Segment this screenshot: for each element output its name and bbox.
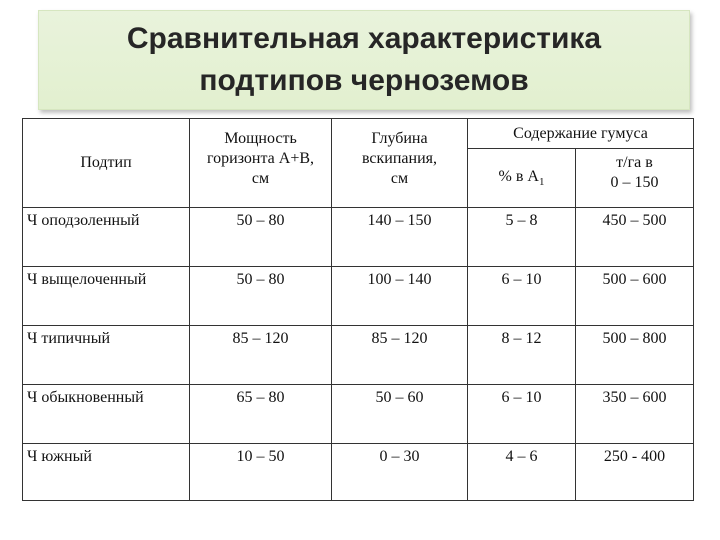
depth-value: 85 – 120 — [332, 326, 468, 385]
title-line-1: Сравнительная характеристика — [126, 22, 602, 55]
table-row — [23, 326, 694, 385]
humus-tha-value: 250 - 400 — [576, 444, 694, 501]
header-depth — [332, 119, 468, 208]
header-humus-tha — [576, 149, 694, 208]
humus-percent-value: 6 – 10 — [468, 267, 576, 326]
table-row — [23, 444, 694, 501]
header-humus-tha-line-1: т/га в — [616, 154, 653, 171]
subtype-name: Ч оподзоленный — [23, 208, 190, 267]
header-humus-percent — [468, 149, 576, 208]
table-row — [23, 208, 694, 267]
header-subtype: Подтип — [23, 119, 190, 208]
humus-percent-value: 5 – 8 — [468, 208, 576, 267]
subtype-name: Ч выщелоченный — [23, 267, 190, 326]
header-humus-tha-line-2: 0 – 150 — [610, 174, 659, 191]
thickness-value: 85 – 120 — [190, 326, 332, 385]
title-line-2: подтипов черноземов — [199, 64, 529, 97]
humus-tha-value: 500 – 800 — [576, 326, 694, 385]
header-humus-group: Содержание гумуса — [468, 119, 694, 149]
header-thickness-line-3: см — [251, 170, 270, 187]
thickness-value: 50 – 80 — [190, 208, 332, 267]
header-row-1 — [23, 119, 694, 149]
header-humus-percent-label: % в А — [498, 167, 539, 185]
chernozem-comparison-table — [22, 118, 694, 501]
humus-tha-value: 350 – 600 — [576, 385, 694, 444]
subtype-name: Ч обыкновенный — [23, 385, 190, 444]
depth-value: 0 – 30 — [332, 444, 468, 501]
header-depth-line-3: см — [390, 170, 409, 187]
thickness-value: 10 – 50 — [190, 444, 332, 501]
humus-percent-value: 6 – 10 — [468, 385, 576, 444]
humus-percent-value: 8 – 12 — [468, 326, 576, 385]
thickness-value: 50 – 80 — [190, 267, 332, 326]
table-row — [23, 385, 694, 444]
slide-title — [38, 10, 690, 110]
humus-tha-value: 450 – 500 — [576, 208, 694, 267]
subtype-name: Ч южный — [23, 444, 190, 501]
depth-value: 140 – 150 — [332, 208, 468, 267]
header-depth-line-2: вскипания, — [361, 150, 438, 167]
header-humus-percent-sub: 1 — [538, 176, 545, 189]
header-thickness — [190, 119, 332, 208]
depth-value: 50 – 60 — [332, 385, 468, 444]
table-row — [23, 267, 694, 326]
header-depth-line-1: Глубина — [371, 130, 428, 147]
humus-tha-value: 500 – 600 — [576, 267, 694, 326]
thickness-value: 65 – 80 — [190, 385, 332, 444]
header-thickness-line-1: Мощность — [224, 130, 297, 147]
header-thickness-line-2: горизонта А+В, — [206, 150, 315, 167]
subtype-name: Ч типичный — [23, 326, 190, 385]
depth-value: 100 – 140 — [332, 267, 468, 326]
humus-percent-value: 4 – 6 — [468, 444, 576, 501]
